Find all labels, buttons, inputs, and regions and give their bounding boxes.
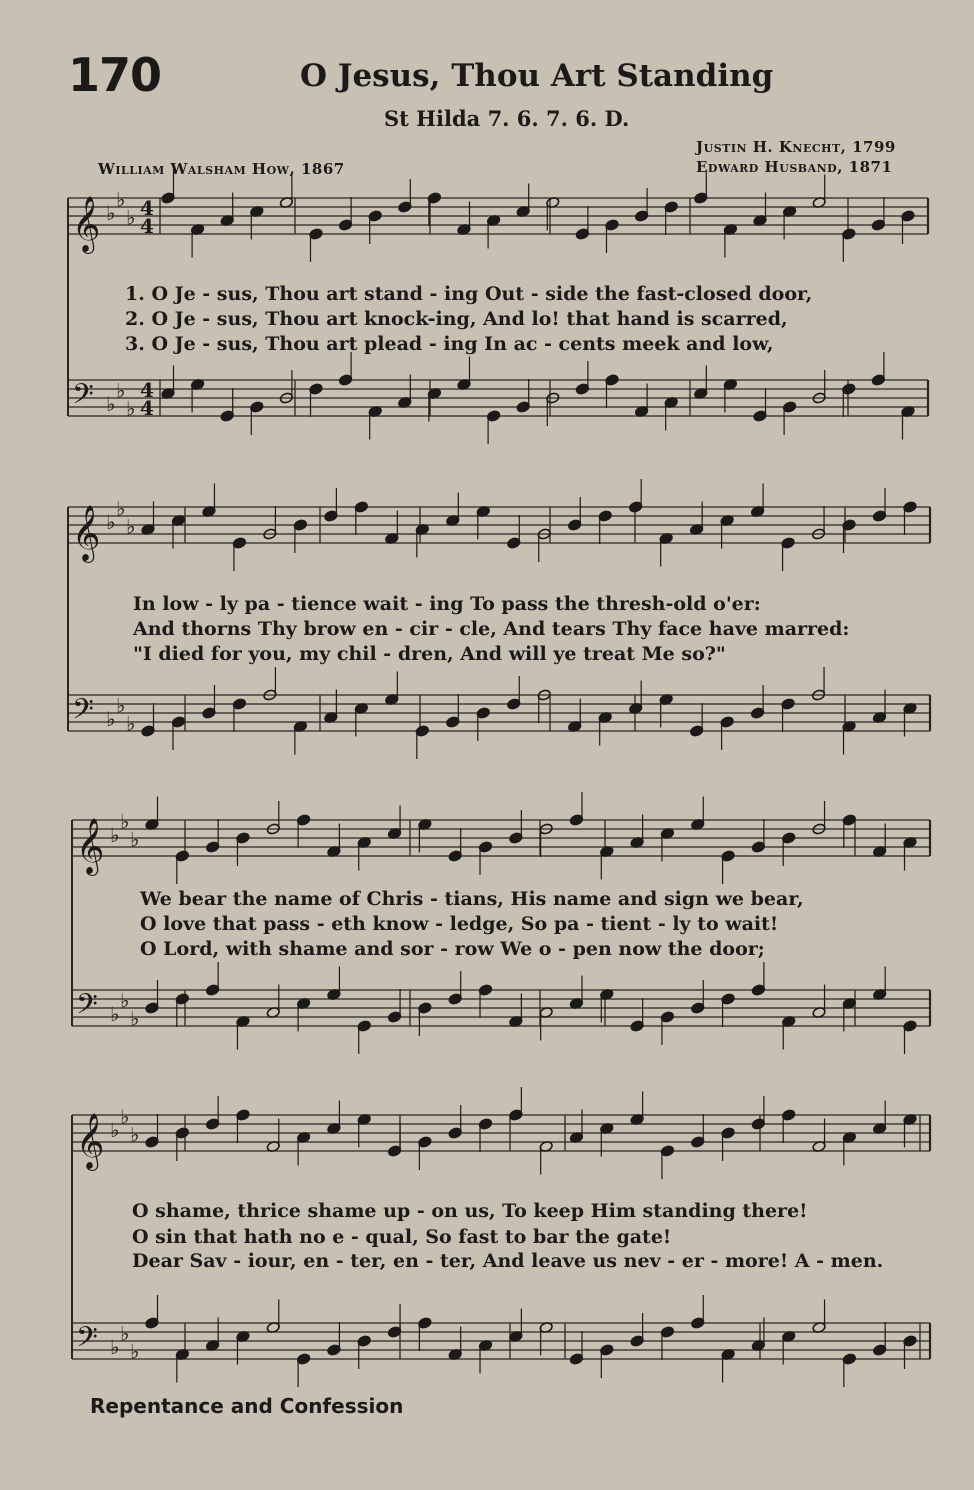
lyric-line: We bear the name of Chris - tians, His name and sign we bear, [140, 888, 804, 910]
lyric-line: In low - ly pa - tience wait - ing To pass the thresh-old o'er: [133, 593, 761, 615]
time-signature-bottom: 4 [140, 214, 154, 238]
bass-staff [68, 667, 930, 759]
flat-icon: ♭ [106, 392, 116, 416]
flat-icon: ♭ [110, 1002, 120, 1026]
composer-credit-2: Edward Husband, 1871 [696, 158, 893, 176]
flat-icon: ♭ [110, 823, 120, 847]
bass-staff [72, 1295, 930, 1387]
flat-icon: ♭ [130, 1122, 140, 1147]
lyric-line: O sin that hath no e - qual, So fast to bar the gate! [132, 1226, 672, 1248]
flat-icon: ♭ [120, 988, 130, 1013]
treble-clef-icon: 𝄞 [72, 505, 101, 561]
flat-icon: ♭ [126, 514, 136, 539]
hymn-number: 170 [68, 48, 162, 102]
bass-clef-icon: 𝄢 [72, 693, 94, 733]
lyric-line: "I died for you, my chil - dren, And will ye treat Me so?" [133, 643, 726, 665]
flat-icon: ♭ [110, 1335, 120, 1359]
treble-clef-icon: 𝄞 [72, 196, 101, 252]
time-signature-top: 4 [140, 378, 154, 402]
treble-clef-icon: 𝄞 [76, 818, 105, 874]
tune-name-meter: St Hilda 7. 6. 7. 6. D. [384, 106, 630, 131]
flat-icon: ♭ [106, 510, 116, 534]
bass-staff [72, 962, 930, 1054]
hymn-title: O Jesus, Thou Art Standing [300, 58, 774, 94]
bass-clef-icon: 𝄢 [76, 988, 98, 1028]
flat-icon: ♭ [110, 1118, 120, 1142]
author-credit: William Walsham How, 1867 [98, 160, 345, 178]
flat-icon: ♭ [116, 693, 126, 718]
lyric-line: O Lord, with shame and sor - row We o - pen now the door; [140, 938, 765, 960]
treble-staff [68, 170, 928, 262]
flat-icon: ♭ [106, 201, 116, 225]
time-signature-top: 4 [140, 196, 154, 220]
time-signature-bottom: 4 [140, 396, 154, 420]
treble-staff [72, 792, 930, 884]
flat-icon: ♭ [130, 1006, 140, 1031]
treble-staff [68, 479, 930, 571]
flat-icon: ♭ [116, 378, 126, 403]
bass-clef-icon: 𝄢 [72, 378, 94, 418]
treble-staff [72, 1087, 930, 1179]
treble-clef-icon: 𝄞 [76, 1113, 105, 1169]
flat-icon: ♭ [120, 1321, 130, 1346]
flat-icon: ♭ [116, 496, 126, 521]
lyric-line: 2. O Je - sus, Thou art knock-ing, And lo! that hand is scarred, [125, 308, 788, 330]
lyric-line: 3. O Je - sus, Thou art plead - ing In ac - cents meek and low, [125, 333, 774, 355]
composer-credit-1: Justin H. Knecht, 1799 [696, 138, 896, 156]
flat-icon: ♭ [120, 809, 130, 834]
flat-icon: ♭ [126, 396, 136, 421]
flat-icon: ♭ [116, 187, 126, 212]
flat-icon: ♭ [130, 827, 140, 852]
category-label: Repentance and Confession [90, 1394, 404, 1418]
bass-clef-icon: 𝄢 [76, 1321, 98, 1361]
bass-staff [68, 352, 928, 444]
flat-icon: ♭ [126, 711, 136, 736]
flat-icon: ♭ [130, 1339, 140, 1364]
lyric-line: 1. O Je - sus, Thou art stand - ing Out - side the fast-closed door, [125, 283, 813, 305]
flat-icon: ♭ [126, 205, 136, 230]
flat-icon: ♭ [120, 1104, 130, 1129]
lyric-line: O shame, thrice shame up - on us, To keep Him standing there! [132, 1200, 808, 1222]
lyric-line: O love that pass - eth know - ledge, So pa - tient - ly to wait! [140, 913, 779, 935]
lyric-line: And thorns Thy brow en - cir - cle, And tears Thy face have marred: [133, 618, 850, 640]
lyric-line: Dear Sav - iour, en - ter, en - ter, And leave us nev - er - more! A - men. [132, 1250, 884, 1272]
flat-icon: ♭ [106, 707, 116, 731]
